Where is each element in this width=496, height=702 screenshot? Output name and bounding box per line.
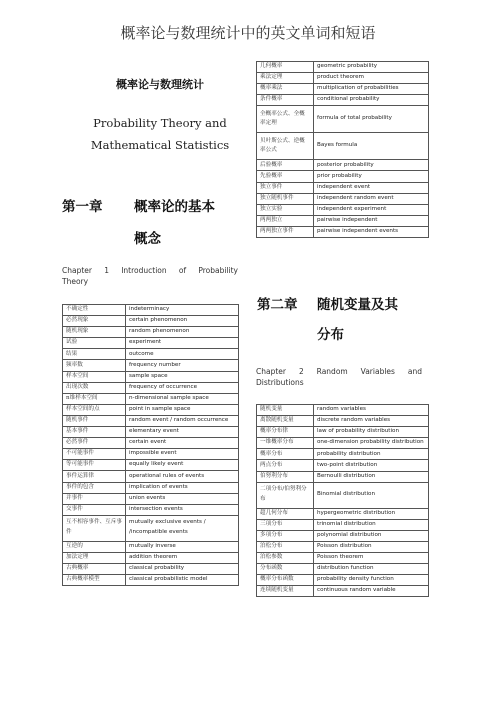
table-row: [63, 575, 239, 586]
term-chinese: 多项分布: [257, 530, 314, 541]
table-row: [257, 530, 429, 541]
chapter-2-number: 第二章: [257, 297, 298, 313]
term-english: random variables: [314, 405, 429, 416]
table-row: [257, 84, 429, 95]
table-row: [257, 95, 429, 106]
table-row: [63, 327, 239, 338]
term-chinese: 伯努利分布: [257, 471, 314, 482]
term-chinese: 出现次数: [63, 382, 126, 393]
term-chinese: 基本事件: [63, 427, 126, 438]
table-row: [63, 563, 239, 574]
term-chinese: 贝叶斯公式、逆概率公式: [257, 133, 314, 160]
table-row: [63, 504, 239, 515]
vocab-table-chapter-1-cont: [256, 61, 429, 238]
term-chinese: 随机现象: [63, 327, 126, 338]
table-row: [257, 541, 429, 552]
term-chinese: 试验: [63, 338, 126, 349]
term-english: mutually inverse: [126, 541, 239, 552]
document-subtitle: 概率论与数理统计: [116, 78, 204, 91]
term-english: operational rules of events: [126, 471, 239, 482]
english-title: [62, 112, 258, 156]
term-english: mutually exclusive events / /incompatible events: [126, 515, 239, 541]
term-english: random event / random occurrence: [126, 415, 239, 426]
term-english: sample space: [126, 371, 239, 382]
term-chinese: 连续随机变量: [257, 586, 314, 597]
term-english: elementary event: [126, 427, 239, 438]
table-row: [257, 427, 429, 438]
table-row: [63, 404, 239, 415]
term-english: conditional probability: [314, 95, 429, 106]
term-english: addition theorem: [126, 552, 239, 563]
vocab-table-chapter-1: [62, 304, 239, 586]
table-row: [63, 471, 239, 482]
table-row: [257, 62, 429, 73]
page-title: 概率论与数理统计中的英文单词和短语: [120, 24, 376, 42]
table-row: [257, 171, 429, 182]
chapter-2-word: and: [407, 367, 422, 376]
table-row: [63, 449, 239, 460]
term-english: Poisson distribution: [314, 541, 429, 552]
term-chinese: 样本空间的点: [63, 404, 126, 415]
table-row: [257, 133, 429, 160]
term-english: hypergeometric distribution: [314, 508, 429, 519]
table-row: [257, 416, 429, 427]
table-row: [63, 482, 239, 493]
table-row: [63, 493, 239, 504]
table-row: [257, 160, 429, 171]
table-row: [257, 449, 429, 460]
chapter-2-word: Chapter: [256, 367, 286, 376]
term-chinese: 古典概率模型: [63, 575, 126, 586]
table-row: [257, 405, 429, 416]
term-chinese: 离散随机变量: [257, 416, 314, 427]
term-chinese: 概率分布: [257, 449, 314, 460]
term-english: independent event: [314, 182, 429, 193]
term-chinese: 概率乘法: [257, 84, 314, 95]
term-english: posterior probability: [314, 160, 429, 171]
table-row: [257, 460, 429, 471]
term-english: Bayes formula: [314, 133, 429, 160]
term-chinese: 必然现象: [63, 316, 126, 327]
term-chinese: 加法定理: [63, 552, 126, 563]
chapter-2-english-line2: Distributions: [256, 378, 304, 387]
term-english: point in sample space: [126, 404, 239, 415]
table-row: [257, 204, 429, 215]
term-english: probability distribution: [314, 449, 429, 460]
chapter-1-word: of: [178, 266, 187, 275]
term-chinese: 独立随机事件: [257, 193, 314, 204]
term-chinese: 概率分布律: [257, 427, 314, 438]
term-chinese: 等可能事件: [63, 460, 126, 471]
term-english: union events: [126, 493, 239, 504]
term-chinese: 二项分布/伯努利分布: [257, 482, 314, 508]
table-row: [63, 541, 239, 552]
table-row: [63, 349, 239, 360]
table-row: [257, 106, 429, 133]
english-title-line1: Probability Theory and: [93, 116, 227, 130]
term-chinese: 独立实验: [257, 204, 314, 215]
table-row: [257, 553, 429, 564]
table-row: [63, 305, 239, 316]
term-english: distribution function: [314, 564, 429, 575]
term-chinese: 并事件: [63, 493, 126, 504]
term-chinese: 古典概率: [63, 563, 126, 574]
chapter-2-english: [256, 366, 422, 388]
term-chinese: 结果: [63, 349, 126, 360]
term-chinese: n维样本空间: [63, 393, 126, 404]
term-english: geometric probability: [314, 62, 429, 73]
chapter-1-word: Chapter: [62, 266, 92, 275]
term-english: classical probability: [126, 563, 239, 574]
chapter-1-english: [62, 265, 238, 287]
table-row: [257, 575, 429, 586]
term-english: trinomial distribution: [314, 519, 429, 530]
term-chinese: 三项分布: [257, 519, 314, 530]
term-chinese: 泊松参数: [257, 553, 314, 564]
term-english: indeterminacy: [126, 305, 239, 316]
table-row: [63, 382, 239, 393]
term-chinese: 必然事件: [63, 438, 126, 449]
table-row: [257, 586, 429, 597]
term-chinese: 事件的包含: [63, 482, 126, 493]
term-chinese: 后验概率: [257, 160, 314, 171]
table-row: [257, 438, 429, 449]
term-english: formula of total probability: [314, 106, 429, 133]
term-chinese: 两两独立事件: [257, 226, 314, 237]
term-chinese: 样本空间: [63, 371, 126, 382]
table-row: [63, 460, 239, 471]
chapter-1-word: Probability: [198, 266, 238, 275]
table-row: [257, 215, 429, 226]
term-english: probability density function: [314, 575, 429, 586]
term-english: independent experiment: [314, 204, 429, 215]
term-chinese: 乘法定理: [257, 73, 314, 84]
table-row: [63, 393, 239, 404]
term-english: experiment: [126, 338, 239, 349]
table-row: [63, 316, 239, 327]
table-row: [257, 482, 429, 508]
table-row: [257, 471, 429, 482]
chapter-1-word: 1: [104, 266, 109, 275]
chapter-2-word: Variables: [360, 367, 395, 376]
term-english: prior probability: [314, 171, 429, 182]
term-english: Binomial distribution: [314, 482, 429, 508]
term-chinese: 两点分布: [257, 460, 314, 471]
term-english: frequency of occurrence: [126, 382, 239, 393]
chapter-2-word: Random: [316, 367, 348, 376]
table-row: [63, 415, 239, 426]
table-row: [63, 338, 239, 349]
term-chinese: 几何概率: [257, 62, 314, 73]
term-english: discrete random variables: [314, 416, 429, 427]
term-chinese: 两两独立: [257, 215, 314, 226]
table-row: [257, 519, 429, 530]
chapter-1-number: 第一章: [62, 199, 103, 215]
term-chinese: 独立事件: [257, 182, 314, 193]
chapter-1-heading: [62, 195, 242, 245]
term-english: frequency number: [126, 360, 239, 371]
term-english: intersection events: [126, 504, 239, 515]
term-chinese: 泊松分布: [257, 541, 314, 552]
vocab-table-chapter-2: [256, 404, 429, 597]
term-chinese: 概率分布函数: [257, 575, 314, 586]
chapter-2-heading: [257, 293, 437, 343]
term-english: independent random event: [314, 193, 429, 204]
chapter-2-title-line1: 随机变量及其: [317, 297, 398, 313]
term-chinese: 全概率公式、全概率定理: [257, 106, 314, 133]
table-row: [257, 182, 429, 193]
chapter-1-title-line1: 概率论的基本: [134, 199, 215, 215]
table-row: [63, 360, 239, 371]
term-english: two-point distribution: [314, 460, 429, 471]
term-english: certain event: [126, 438, 239, 449]
table-row: [257, 226, 429, 237]
table-row: [257, 564, 429, 575]
term-chinese: 随机变量: [257, 405, 314, 416]
table-row: [63, 438, 239, 449]
term-chinese: 不可能事件: [63, 449, 126, 460]
chapter-1-title-line2: 概念: [134, 231, 161, 247]
english-title-line2: Mathematical Statistics: [90, 138, 230, 152]
table-row: [63, 515, 239, 541]
chapter-1-word: Introduction: [121, 266, 167, 275]
term-chinese: 事件运算律: [63, 471, 126, 482]
table-row: [63, 371, 239, 382]
chapter-1-english-line2: Theory: [62, 277, 89, 286]
term-english: multiplication of probabilities: [314, 84, 429, 95]
table-row: [257, 73, 429, 84]
term-chinese: 超几何分布: [257, 508, 314, 519]
term-chinese: 互不相容事件、互斥事件: [63, 515, 126, 541]
term-chinese: 随机事件: [63, 415, 126, 426]
term-english: polynomial distribution: [314, 530, 429, 541]
term-chinese: 不确定性: [63, 305, 126, 316]
term-chinese: 频率数: [63, 360, 126, 371]
term-english: impossible event: [126, 449, 239, 460]
term-english: certain phenomenon: [126, 316, 239, 327]
term-english: classical probabilistic model: [126, 575, 239, 586]
term-chinese: 分布函数: [257, 564, 314, 575]
term-english: law of probability distribution: [314, 427, 429, 438]
term-english: pairwise independent: [314, 215, 429, 226]
term-english: continuous random variable: [314, 586, 429, 597]
term-english: outcome: [126, 349, 239, 360]
term-chinese: 先验概率: [257, 171, 314, 182]
term-english: pairwise independent events: [314, 226, 429, 237]
chapter-2-word: 2: [298, 367, 304, 376]
term-english: one-dimension probability distribution: [314, 438, 429, 449]
term-english: equally likely event: [126, 460, 239, 471]
term-chinese: 条件概率: [257, 95, 314, 106]
term-english: Bernoulli distribution: [314, 471, 429, 482]
table-row: [63, 552, 239, 563]
term-chinese: 交事件: [63, 504, 126, 515]
table-row: [257, 193, 429, 204]
table-row: [257, 508, 429, 519]
term-chinese: 互逆的: [63, 541, 126, 552]
term-english: implication of events: [126, 482, 239, 493]
table-row: [63, 427, 239, 438]
chapter-2-title-line2: 分布: [317, 327, 344, 343]
term-english: Poisson theorem: [314, 553, 429, 564]
term-english: n-dimensional sample space: [126, 393, 239, 404]
term-english: product theorem: [314, 73, 429, 84]
term-chinese: 一维概率分布: [257, 438, 314, 449]
term-english: random phenomenon: [126, 327, 239, 338]
